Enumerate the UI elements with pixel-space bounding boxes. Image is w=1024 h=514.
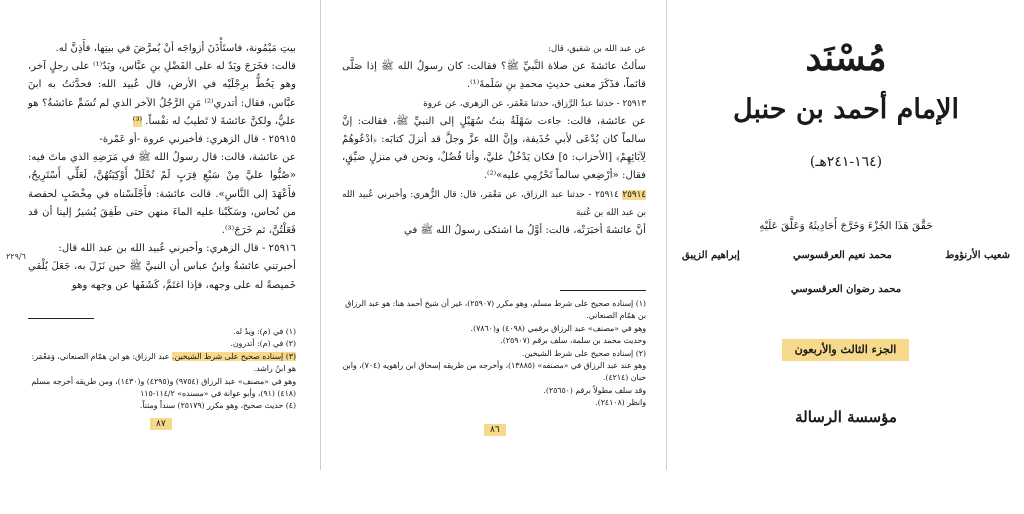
page-86-text <box>342 40 646 240</box>
hadith-number-highlight: ٢٥٩١٤ <box>622 189 647 200</box>
footnote-text: عبد الرزاق: هو ابن همّام الصنعاني، وَمَعْمَر: هو ابنُ راشد. <box>31 351 296 374</box>
title-page <box>668 0 1024 514</box>
hadith-chain: ٢٥٩١٤ - حدثنا عبد الرزاق، عن مَعْمَر، قال: قال الزُّهري: وأخبرني عُبيد الله بن عبد الله بن عُتبة <box>342 189 646 218</box>
paragraph: بيتِ مَيْمُونة، فاستَأْذَنَ أزواجَه أنْ يُمرَّضَ في بيتِها، فأَذِنَّ له. <box>55 43 296 54</box>
footnote: وقد سلف مطولاً برقم (٢٥٦٥٠). <box>543 385 646 395</box>
footnote-rule <box>560 290 646 291</box>
book-title-musnad: مُسْنَد <box>805 37 887 79</box>
hadith-number-line: ٢٥٩١٦ - قال الزهري: وأخبرني عُبيد الله بن عبد الله قال: <box>58 243 296 255</box>
editor-name: إبراهيم الزيبق <box>682 250 740 261</box>
footnote: (٤) حديث صحيح، وهو مكرر (٢٥١٧٩) سنداً ومتناً. <box>139 401 296 411</box>
paragraph: عن عائشة، قالت: قال رسولُ الله ﷺ في مَرَضِهِ الذي ماتَ فيه: «صُبُّوا عليَّ مِنْ سَبْعِ قِرَبٍ لَمْ تُحْلَلْ أَوْكِيَتُهُنَّ، لَعَلِّي أَسْتَرِيحُ، فأَعْهَدَ إلى النَّاسِ». قالت عائشة: فأَجْلَسْناه في مِخْضَبٍ لحفصة من نُحاس، وسَكَبْنا عليه الماءَ منهن حتى طَفِقَ يُشيرُ إلينا أن قد فَعَلْتُنَّ، ثم خَرَجَ⁽³⁾. <box>28 152 296 237</box>
editor-name: محمد رضوان العرقسوسي <box>790 284 902 295</box>
footnote: وهو عند عبد الرزاق في «مصنفه» (١٣٨٨٥)، وأخرجه من طريقه إسحاق ابن راهويه (٧٠٤)، وابن حبان (٤٢١٤). <box>342 361 646 383</box>
page-87-footnotes <box>28 326 296 413</box>
publisher-name: مؤسسة الرسالة <box>795 408 897 426</box>
footnote: وانظر (٢٤١٠٨). <box>595 398 646 408</box>
page-number: ٨٦ <box>484 424 506 436</box>
footnote: وحديث محمد بن سلمة، سلف برقم (٢٥٩٠٧). <box>500 336 646 346</box>
footnote: (٢) إسناده صحيح على شرط الشيخين. <box>521 348 646 358</box>
verification-note: حَقَّقَ هَذَا الجُزْءَ وَخَرَّجَ أَحَادِيثَهُ وَعَلَّقَ عَلَيْهِ <box>759 220 933 232</box>
footnote: وهو في «مصنف» عبد الرزاق برقمي (٤٠٩٨) و(٧٨٦٠). <box>470 323 646 333</box>
page-divider <box>666 0 667 470</box>
hadith-number-line: ٢٥٩١٣ - حدثنا عبدُ الرَّزاق، حدثنا مَعْمَر، عن الزهري، عن عروة <box>423 98 646 109</box>
paragraph: عن عائشة، قالت: جاءت سَهْلَةُ بنتُ سُهَيْلٍ إلى النبيِّ ﷺ، فقالت: إنَّ سالماً كان يُدْعَى لأبي حُذَيفة، وإنَّ الله عزَّ وجلَّ قد أنزلَ كتابَه: ﴿ادْعُوهُمْ لِآبَائِهِمْ﴾ [الأحزاب: ٥] فكان يَدْخُلُ عليَّ، وأنا فُضُلٌ، ونحن في منزلٍ ضيِّقٍ، فقال: «أرْضِعي سالماً تَحْرُمِي عليه»⁽²⁾. <box>342 115 646 182</box>
volume-label: الجزء الثالث والأربعون <box>782 339 909 361</box>
hadith-number-line <box>342 186 646 222</box>
footnote-highlight: (٣) إسناده صحيح على شرط الشيخين. <box>171 351 296 361</box>
footnote: (١) في (م): ويدٌ له. <box>232 327 296 336</box>
paragraph: أخبرتني عائشةُ وابنُ عباس أن النبيَّ ﷺ حين نَزَلَ به، جَعَلَ يُلْقي خَميصةً له على وجهه، فإذا اغتَمَّ، كَشَفَها عن وجهه وهو <box>28 261 296 291</box>
author-dates: (١٦٤-٢٤١هـ) <box>809 154 883 170</box>
footnote: (١) إسناده صحيح على شرط مسلم، وهو مكرر (٢٥٩٠٧)، غير أن شيخ أحمد هنا: هو عبد الرزاق بن همّام الصنعاني. <box>345 299 646 321</box>
paragraph: سألتُ عائشةَ عن صلاة النَّبيِّ ﷺ؟ فقالت: كان رسولُ الله ﷺ إذا صَلَّى قائماً، فذَكَرَ معنى حديثِ محمدِ بنِ سَلَمةَ⁽¹⁾. <box>342 61 646 91</box>
editors-row <box>682 250 1010 261</box>
footnote-marker-highlight: ⁽³⁾ <box>132 115 143 127</box>
footnote-rule <box>28 318 94 319</box>
footnote: (٢) في (م): أتدرون. <box>230 339 296 349</box>
page-87-text <box>28 40 296 295</box>
book-title-imam: الإمام أحمد بن حنبل <box>733 94 959 125</box>
page-divider <box>320 0 321 470</box>
hadith-number-line: ٢٥٩١٥ - قال الزهري: فأخبرني عروة -أو عَمْرة- <box>99 134 296 146</box>
page-86-footnotes <box>342 298 646 410</box>
paragraph: أنَّ عائشةَ أخبَرَتْه، قالت: أوَّلُ ما اشتكى رسولُ الله ﷺ في <box>403 225 646 237</box>
page-87 <box>0 0 318 514</box>
footnote: وهو في «مصنف» عبد الرزاق (٩٧٥٤) و(٤٢٩٥) و(١٤٣٠)، ومن طريقه أخرجه مسلم (٤١٨) (٩١)، وأبو عوانة في «مسنده» ١١٤/٢-١١٥ <box>31 376 296 399</box>
footnote <box>28 351 296 376</box>
paragraph-text: قالت: فخَرَجَ ويَدٌ له على الفَضْلِ بنِ عبَّاس، ويَدٌ⁽¹⁾ على رجلٍ آخر، وهو يَخُطُّ برِجْلَيْه في الأرض، قال عُبيد الله: فحدَّثتُ به ابنَ عبَّاس، فقال: أتدري⁽²⁾ مَنِ الرَّجُلُ الآخر الذي لم تُسَمِّ عائشةُ؟ هو عليٌّ، ولكنَّ عائشةَ لا تَطيبُ له نفْساً. <box>28 61 297 127</box>
page-number: ٨٧ <box>150 418 172 430</box>
editor-name: محمد نعيم العرقسوسي <box>793 250 892 261</box>
margin-reference: ٢٢٩/٦ <box>6 252 26 261</box>
chain-line: عن عبد الله بن شقيق، قال: <box>548 44 646 54</box>
page-86 <box>322 0 662 514</box>
paragraph <box>28 58 296 131</box>
editor-name: شعيب الأرنؤوط <box>945 250 1010 261</box>
